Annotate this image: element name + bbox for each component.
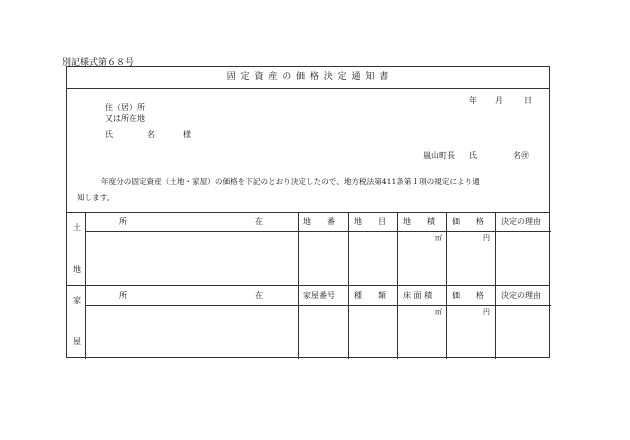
body-text-line1: 年度分の固定資産（土地・家屋）の価格を下記のとおり決定したので、地方税法第411条第１項の規定により通 — [101, 177, 480, 186]
land-area-unit: ㎡ — [435, 234, 442, 242]
house-side-label-bottom: 屋 — [73, 337, 81, 346]
land-header-area: 地 積 — [403, 217, 435, 226]
land-price-unit: 円 — [483, 234, 490, 242]
land-side-label-bottom: 地 — [73, 265, 81, 274]
house-header-building-number: 家屋番号 — [303, 291, 335, 300]
house-side-label-top: 家 — [73, 296, 81, 305]
land-header-lot-number: 地 番 — [303, 217, 335, 226]
recipient-name-label-1: 氏 — [105, 130, 113, 139]
recipient-address-label: 住（居）所 — [105, 103, 145, 112]
land-header-land-category: 地 目 — [354, 217, 386, 226]
issuer-name-label: 氏 — [469, 151, 477, 160]
date-month: 月 — [495, 96, 503, 105]
land-header-location-2: 在 — [255, 217, 263, 226]
land-header-reason: 決定の理由 — [501, 217, 541, 226]
date-year: 年 — [469, 96, 477, 105]
house-header-location-1: 所 — [119, 291, 127, 300]
column-line-3 — [348, 212, 349, 359]
house-header-location-2: 在 — [255, 291, 263, 300]
column-line-2 — [298, 212, 299, 359]
land-header-location-1: 所 — [119, 217, 127, 226]
recipient-honorific: 様 — [183, 130, 191, 139]
date-day: 日 — [524, 96, 532, 105]
column-line-6 — [495, 212, 496, 359]
land-header-divider — [85, 231, 551, 232]
issuer-office: 嵐山町長 — [423, 151, 455, 160]
column-line-4 — [397, 212, 398, 359]
column-line-side — [85, 212, 86, 359]
recipient-location-label: 又は所在地 — [105, 114, 145, 123]
recipient-name-label-2: 名 — [147, 130, 155, 139]
land-header-price: 価 格 — [452, 217, 484, 226]
house-area-unit: ㎡ — [435, 308, 442, 316]
house-header-price: 価 格 — [452, 291, 484, 300]
table-top-border — [67, 212, 549, 213]
form-title: 固 定 資 産 の 価 格 決 定 通 知 書 — [226, 72, 390, 82]
section-divider — [67, 285, 549, 286]
house-header-divider — [85, 305, 551, 306]
land-side-label-top: 土 — [73, 223, 81, 232]
house-header-floor-area: 床 面 積 — [403, 291, 433, 300]
column-line-5 — [446, 212, 447, 359]
title-divider — [67, 88, 549, 89]
form-number: 別記様式第６８号 — [62, 58, 135, 68]
notice-form — [66, 66, 550, 358]
house-header-reason: 決定の理由 — [501, 291, 541, 300]
house-price-unit: 円 — [483, 308, 490, 316]
body-text-line2: 知します。 — [77, 193, 115, 202]
issuer-seal-label: 名㊞ — [513, 151, 529, 160]
house-header-type: 種 類 — [354, 291, 386, 300]
